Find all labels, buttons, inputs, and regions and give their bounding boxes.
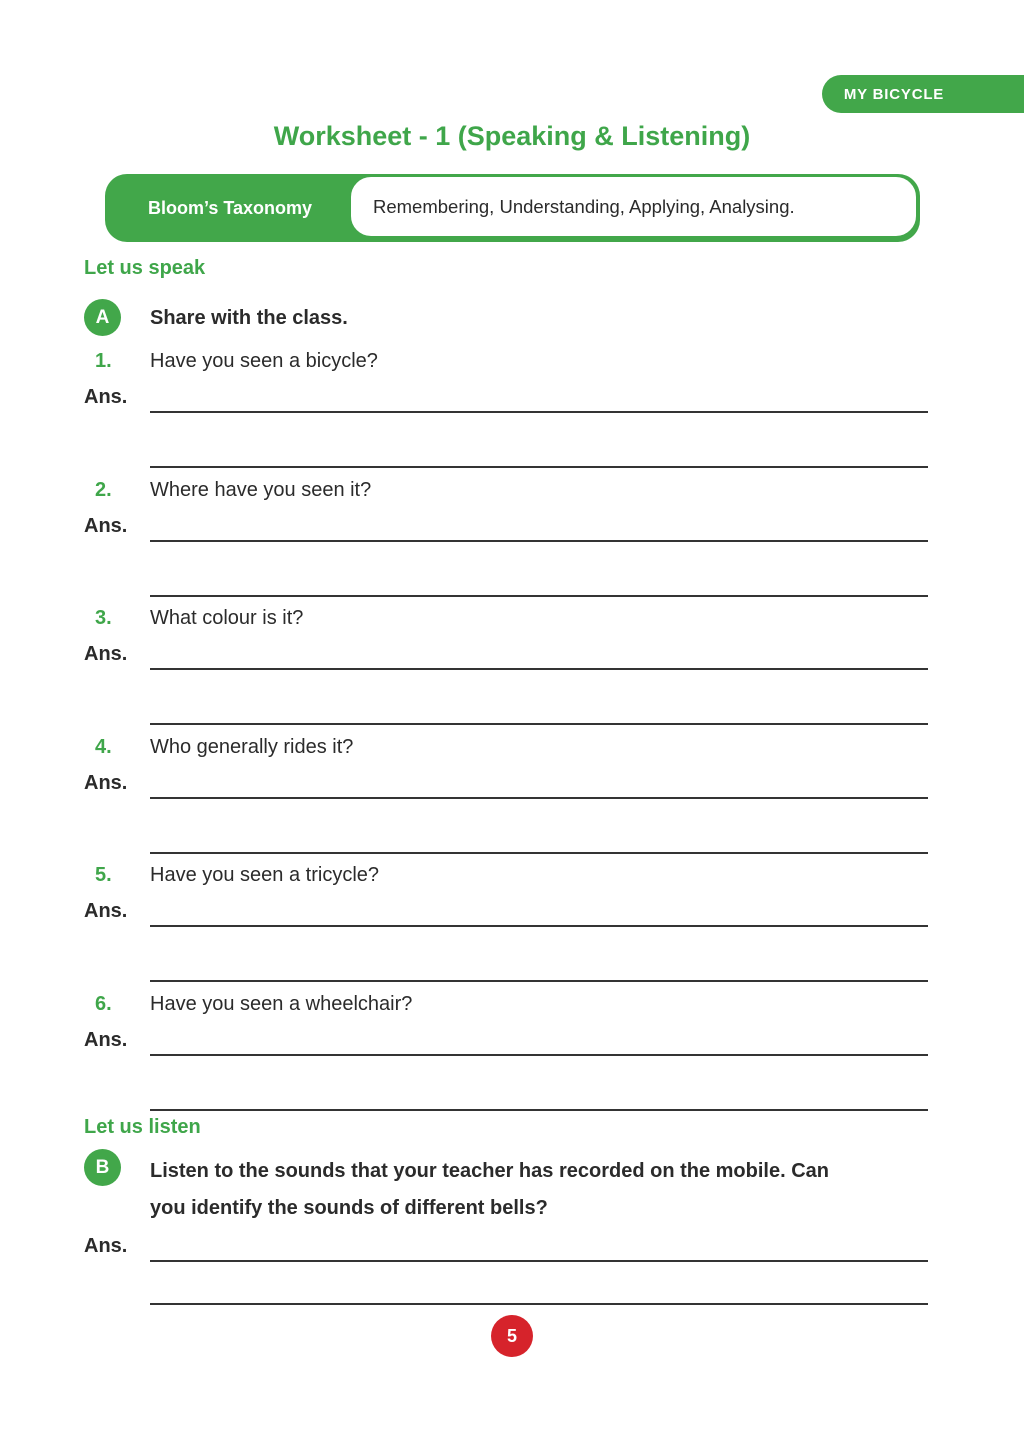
part-b-badge: B [84,1149,121,1186]
part-a-row [84,299,940,336]
blooms-taxonomy-label: Bloom’s Taxonomy [147,197,313,218]
answer-line-1 [150,411,928,413]
blooms-taxonomy-content: Remembering, Understanding, Applying, Analysing. [349,175,918,238]
question-number: 5. [95,864,112,886]
part-b-instruction-line-2: you identify the sounds of different bells? [150,1197,548,1219]
question-text: Have you seen a wheelchair? [150,993,413,1015]
section-heading-listen: Let us listen [84,1116,201,1138]
answer-line-1 [150,1054,928,1056]
question-text: Who generally rides it? [150,736,354,758]
answer-line-1 [150,540,928,542]
answer-label: Ans. [84,515,128,537]
question-text: Have you seen a tricycle? [150,864,380,886]
question-number: 3. [95,607,112,629]
answer-line-2 [150,466,928,468]
part-b-instruction-line-1: Listen to the sounds that your teacher has recorded on the mobile. Can [150,1160,829,1182]
section-heading-speak: Let us speak [84,257,206,279]
question-block [0,607,1024,729]
question-block [0,993,1024,1115]
answer-line-2 [150,1303,928,1305]
answer-label: Ans. [84,900,128,922]
answer-line-2 [150,980,928,982]
question-number: 1. [95,350,112,372]
question-number: 2. [95,479,112,501]
answer-line-1 [150,797,928,799]
answer-label: Ans. [84,772,128,794]
part-b-answer-block [0,1199,1024,1309]
answer-line-2 [150,1109,928,1111]
part-a-instruction: Share with the class. [150,307,348,329]
answer-label: Ans. [84,643,128,665]
answer-line-2 [150,723,928,725]
answer-line-1 [150,925,928,927]
answer-line-1 [150,1260,928,1262]
page-number-badge: 5 [491,1315,533,1357]
part-a-badge: A [84,299,121,336]
question-text: What colour is it? [150,607,304,629]
question-block [0,736,1024,858]
question-number: 4. [95,736,112,758]
page-title: Worksheet - 1 (Speaking & Listening) [273,121,751,151]
answer-label: Ans. [84,1235,128,1257]
question-number: 6. [95,993,112,1015]
answer-label: Ans. [84,386,128,408]
answer-line-2 [150,852,928,854]
question-text: Where have you seen it? [150,479,372,501]
answer-line-2 [150,595,928,597]
question-block [0,864,1024,986]
answer-line-1 [150,668,928,670]
answer-label: Ans. [84,1029,128,1051]
blooms-taxonomy-box [105,174,920,242]
question-block [0,479,1024,601]
question-text: Have you seen a bicycle? [150,350,378,372]
chapter-tab: MY BICYCLE [822,75,1024,113]
question-block [0,350,1024,472]
